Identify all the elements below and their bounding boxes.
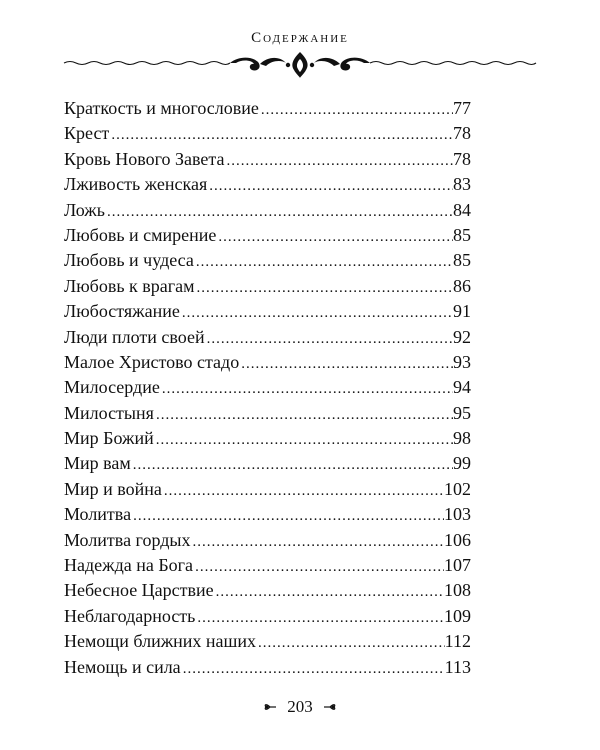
toc-entry (64, 198, 471, 223)
toc-dot-leader (131, 453, 453, 478)
toc-entry-title: Люди плоти своей (64, 326, 205, 347)
toc-dot-leader (207, 174, 453, 199)
toc-entry-page: 108 (444, 580, 471, 601)
toc-dot-leader (195, 606, 444, 631)
toc-entry (64, 502, 471, 527)
toc-dot-leader (225, 149, 454, 174)
toc-entry-title: Милостыня (64, 402, 154, 423)
toc-dot-leader (216, 225, 453, 250)
toc-entry-title: Небесное Царствие (64, 580, 214, 601)
toc-entry-title: Мир и война (64, 478, 162, 499)
toc-entry-page: 77 (453, 98, 471, 118)
toc-entry (64, 350, 471, 375)
toc-dot-leader (214, 580, 444, 605)
toc-entry-title: Немощи ближних наших (64, 631, 257, 652)
toc-entry-title: Любостяжание (64, 301, 180, 322)
toc-entry-page: 98 (453, 428, 471, 449)
toc-entry (64, 401, 471, 426)
toc-entry-title: Немощь и сила (64, 656, 181, 677)
toc-dot-leader (131, 504, 444, 529)
toc-entry-page: 84 (453, 199, 471, 220)
toc-dot-leader (195, 276, 453, 301)
toc-entry (64, 553, 471, 578)
toc-entry-title: Кровь Нового Завета (64, 148, 225, 169)
toc-dot-leader (105, 200, 453, 225)
toc-entry (64, 325, 471, 350)
toc-dot-leader (256, 631, 445, 656)
toc-entry-page: 95 (453, 402, 471, 423)
toc-entry (64, 451, 471, 476)
toc-entry-page: 91 (453, 301, 471, 322)
toc-entry-page: 78 (453, 148, 471, 169)
toc-entry-title: Мир вам (64, 453, 131, 474)
toc-entry (64, 477, 471, 502)
table-of-contents (64, 96, 471, 680)
toc-entry (64, 655, 471, 680)
toc-entry-title: Любовь и смирение (64, 224, 217, 245)
toc-dot-leader (259, 98, 453, 123)
toc-entry-page: 103 (444, 504, 471, 525)
toc-entry (64, 147, 471, 172)
toc-entry (64, 299, 471, 324)
header-ornament-flourish (62, 50, 538, 80)
toc-entry-title: Любовь и чудеса (64, 250, 194, 271)
toc-entry-title: Молитва гордых (64, 529, 191, 550)
toc-entry-title: Любовь к врагам (64, 275, 195, 296)
toc-dot-leader (239, 352, 453, 377)
toc-entry-page: 86 (453, 275, 471, 296)
toc-entry-title: Малое Христово стадо (64, 351, 240, 372)
toc-entry-page: 113 (444, 656, 471, 677)
left-flourish-icon (263, 700, 277, 714)
toc-entry (64, 426, 471, 451)
right-flourish-icon (323, 700, 337, 714)
toc-entry (64, 375, 471, 400)
toc-dot-leader (154, 428, 453, 453)
toc-entry (64, 274, 471, 299)
toc-entry (64, 629, 471, 654)
toc-entry-page: 78 (453, 123, 471, 144)
toc-entry-title: Неблагодарность (64, 605, 196, 626)
toc-dot-leader (109, 123, 453, 148)
toc-entry-title: Лживость женская (64, 174, 208, 195)
toc-entry-title: Крест (64, 123, 110, 144)
toc-entry-page: 99 (453, 453, 471, 474)
page-footer (0, 696, 600, 717)
toc-entry (64, 172, 471, 197)
toc-entry-title: Мир Божий (64, 428, 154, 449)
toc-dot-leader (180, 301, 453, 326)
toc-dot-leader (191, 530, 444, 555)
toc-entry-page: 83 (453, 174, 471, 195)
toc-dot-leader (162, 479, 444, 504)
toc-entry (64, 528, 471, 553)
toc-entry-page: 109 (444, 605, 471, 626)
toc-entry-page: 92 (453, 326, 471, 347)
toc-entry (64, 604, 471, 629)
toc-entry-page: 94 (453, 377, 471, 398)
toc-entry-title: Надежда на Бога (64, 555, 194, 576)
toc-entry (64, 223, 471, 248)
toc-dot-leader (181, 657, 445, 682)
toc-dot-leader (193, 555, 444, 580)
toc-entry (64, 248, 471, 273)
toc-entry-title: Ложь (64, 199, 105, 220)
page-header-title: Содержание (251, 30, 349, 46)
toc-entry-title: Милосердие (64, 377, 160, 398)
toc-entry-page: 112 (444, 631, 471, 652)
toc-entry-page: 85 (453, 224, 471, 245)
toc-entry-page: 107 (444, 555, 471, 576)
toc-entry-title: Молитва (64, 504, 132, 525)
toc-dot-leader (205, 327, 453, 352)
toc-entry-page: 106 (444, 529, 471, 550)
toc-entry-page: 93 (453, 351, 471, 372)
toc-entry (64, 578, 471, 603)
toc-entry (64, 121, 471, 146)
toc-dot-leader (194, 250, 453, 275)
toc-entry-title: Краткость и многословие (64, 98, 259, 118)
page-number: 203 (287, 697, 313, 717)
toc-entry (64, 96, 471, 121)
toc-entry-page: 102 (444, 478, 471, 499)
toc-dot-leader (154, 403, 453, 428)
toc-dot-leader (160, 377, 453, 402)
toc-entry-page: 85 (453, 250, 471, 271)
